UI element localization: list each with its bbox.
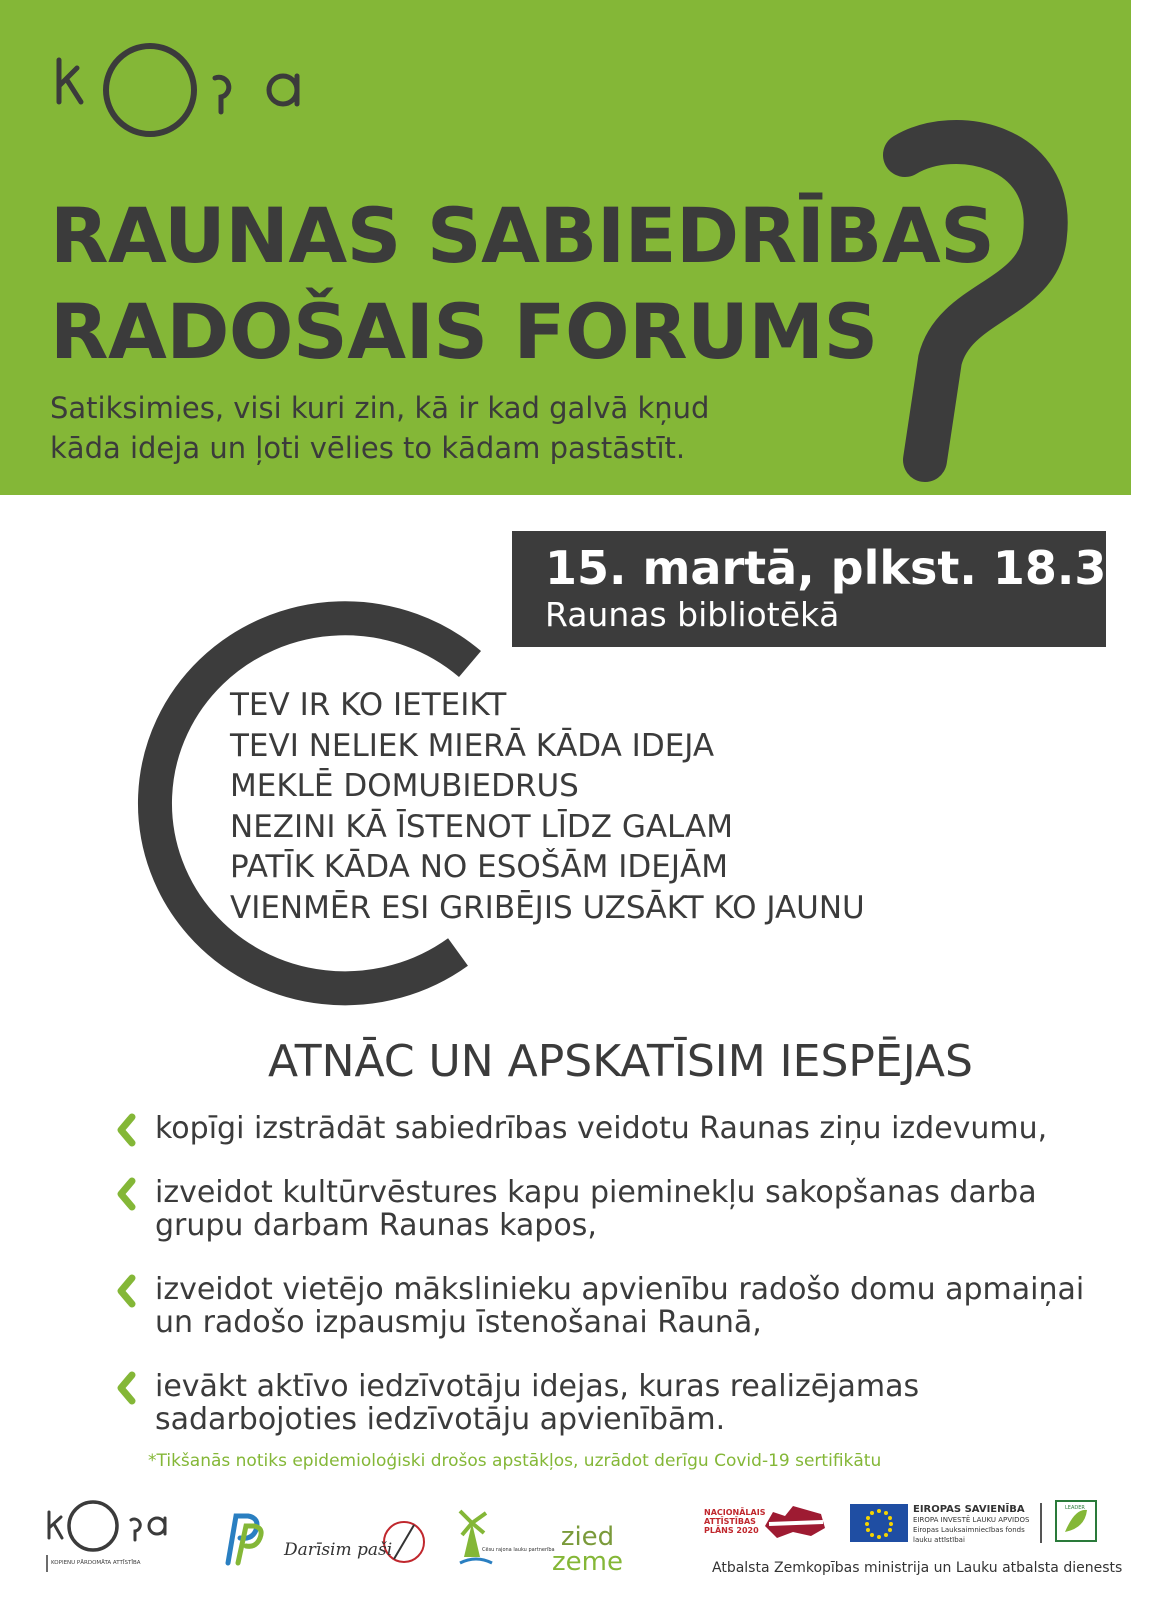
list-item-text: izveidot kultūrvēstures kapu pieminekļu sakopšanas darba grupu darbam Raunas kapos, — [155, 1175, 1037, 1243]
leader-logo — [1055, 1500, 1097, 1542]
darisim-pasi-logo — [282, 1515, 432, 1570]
latvia-map-icon — [763, 1502, 828, 1542]
subtitle-line-2: kāda ideja un ļoti vēlies to kādam pastāstīt. — [50, 431, 686, 465]
zied-text: zied — [560, 1522, 615, 1552]
event-date-box — [512, 531, 1156, 647]
list-item — [115, 1112, 1115, 1145]
header-banner — [0, 0, 1131, 495]
opportunity-list — [115, 1112, 1115, 1467]
zied-zeme-logo — [550, 1522, 625, 1577]
event-date-time: 15. martā, plkst. 18.30, — [545, 541, 1156, 595]
kopa-footer-logo — [45, 1500, 175, 1580]
darisim-pasi-text: Darīsim paši — [284, 1540, 393, 1560]
subtitle — [50, 388, 709, 468]
chevron-left-icon — [115, 1372, 137, 1404]
nap-label: NACIONĀLAIS ATTĪSTĪBAS PLĀNS 2020 — [704, 1508, 766, 1535]
cesu-partnership-logo — [458, 1505, 555, 1575]
list-item — [115, 1273, 1115, 1339]
chevron-left-icon — [115, 1275, 137, 1307]
zeme-text: zeme — [552, 1547, 623, 1577]
eu-line-2: Eiropas Lauksaimniecības fonds lauku attīstībai — [913, 1526, 1025, 1544]
question-item: PATĪK KĀDA NO ESOŠĀM IDEJĀM — [230, 849, 728, 885]
question-list — [230, 685, 865, 928]
covid-note: *Tikšanās notiks epidemioloģiski drošos apstākļos, uzrādot derīgu Covid-19 sertifikātu — [148, 1451, 882, 1471]
kopa-caption: KOPIENU PĀRDOMĀTA ATTĪSTĪBA — [51, 1560, 141, 1566]
list-item — [115, 1370, 1115, 1436]
support-text: Atbalsta Zemkopības ministrija un Lauku atbalsta dienests — [712, 1560, 1123, 1576]
question-item: TEVI NELIEK MIERĀ KĀDA IDEJA — [230, 727, 715, 764]
question-item: VIENMĒR ESI GRIBĒJIS UZSĀKT KO JAUNU — [230, 889, 865, 926]
divider — [1040, 1503, 1042, 1543]
eu-heading: EIROPAS SAVIENĪBA — [913, 1504, 1025, 1515]
list-item-text: kopīgi izstrādāt sabiedrības veidotu Raunas ziņu izdevumu, — [155, 1111, 1048, 1146]
cesu-partnership-text: Cēsu rajona lauku partnerība — [482, 1547, 555, 1553]
list-item — [115, 1176, 1115, 1242]
eu-flag-icon — [850, 1504, 908, 1542]
list-item-text: ievākt aktīvo iedzīvotāju idejas, kuras realizējamas sadarbojoties iedzīvotāju apvienībām. — [155, 1369, 920, 1437]
chevron-left-icon — [115, 1178, 137, 1210]
question-item: MEKLĒ DOMUBIEDRUS — [230, 768, 579, 804]
list-item-text: izveidot vietējo mākslinieku apvienību radošo domu apmaiņai un radošo izpausmju īstenošanai Raunā, — [155, 1272, 1085, 1340]
page-title — [50, 188, 994, 380]
eu-text-block — [913, 1505, 1029, 1545]
subtitle-line-1: Satiksimies, visi kuri zin, kā ir kad galvā kņud — [50, 391, 710, 425]
eu-line-1: EIROPA INVESTĒ LAUKU APVIDOS — [913, 1516, 1030, 1524]
question-item: TEV IR KO IETEIKT — [230, 687, 507, 723]
event-place: Raunas bibliotēkā — [545, 595, 840, 634]
title-line-1: RAUNAS SABIEDRĪBAS — [50, 191, 995, 280]
pp-logo — [218, 1508, 268, 1568]
question-mark-icon — [895, 125, 1070, 475]
kopa-logo — [55, 40, 315, 150]
leader-text: LEADER — [1065, 1505, 1085, 1511]
question-item: NEZINI KĀ ĪSTENOT LĪDZ GALAM — [230, 808, 733, 845]
call-to-action-heading: ATNĀC UN APSKATĪSIM IESPĒJAS — [268, 1036, 973, 1087]
title-line-2: RADOŠAIS FORUMS — [50, 287, 878, 376]
chevron-left-icon — [115, 1114, 137, 1146]
